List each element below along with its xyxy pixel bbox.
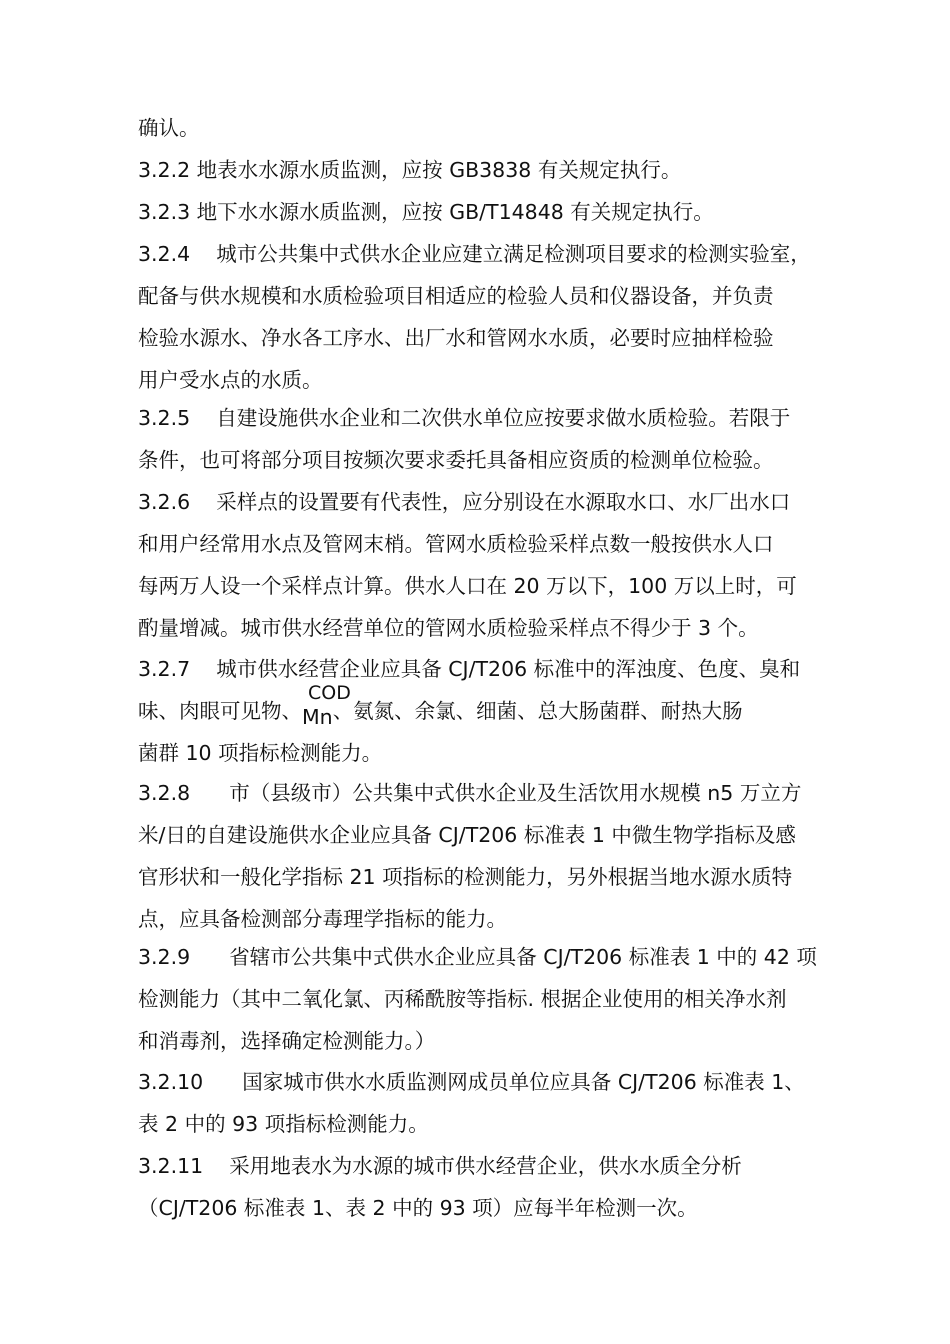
text-line: 3.2.8 市（县级市）公共集中式供水企业及生活饮用水规模 n5 万立方 (138, 781, 802, 805)
text-line: 3.2.9 省辖市公共集中式供水企业应具备 CJ/T206 标准表 1 中的 42 项 (138, 945, 817, 969)
text-line: 3.2.10 国家城市供水水质监测网成员单位应具备 CJ/T206 标准表 1、 (138, 1070, 805, 1094)
text-line: 配备与供水规模和水质检验项目相适应的检验人员和仪器设备，并负责 (138, 284, 774, 308)
text-line: 和消毒剂，选择确定检测能力。） (138, 1029, 436, 1053)
text-line-formula (138, 697, 743, 729)
cod-label: COD (308, 682, 351, 704)
text-line: 菌群 10 项指标检测能力。 (138, 741, 383, 765)
text-line: 检验水源水、净水各工序水、出厂水和管网水水质，必要时应抽样检验 (138, 326, 774, 350)
text-line: 3.2.7 城市供水经营企业应具备 CJ/T206 标准中的浑浊度、色度、臭和 (138, 657, 801, 681)
text-line: 用户受水点的水质。 (138, 368, 323, 392)
text-line: 官形状和一般化学指标 21 项指标的检测能力，另外根据当地水源水质特 (138, 865, 793, 889)
text-line: （CJ/T206 标准表 1、表 2 中的 93 项）应每半年检测一次。 (138, 1196, 698, 1220)
text-line: 3.2.6 采样点的设置要有代表性，应分别设在水源取水口、水厂出水口 (138, 490, 791, 514)
text-line: 表 2 中的 93 项指标检测能力。 (138, 1112, 429, 1136)
text-line: 3.2.4 城市公共集中式供水企业应建立满足检测项目要求的检测实验室， (138, 242, 811, 266)
text-line: 3.2.5 自建设施供水企业和二次供水单位应按要求做水质检验。若限于 (138, 406, 791, 430)
text-line: 米/日的自建设施供水企业应具备 CJ/T206 标准表 1 中微生物学指标及感 (138, 823, 796, 847)
text-line: 3.2.2 地表水水源水质监测，应按 GB3838 有关规定执行。 (138, 158, 682, 182)
text-line: 条件，也可将部分项目按频次要求委托具备相应资质的检测单位检验。 (138, 448, 774, 472)
text-line: 点，应具备检测部分毒理学指标的能力。 (138, 907, 507, 931)
text-line: 检测能力（其中二氧化氯、丙稀酰胺等指标. 根据企业使用的相关净水剂 (138, 987, 787, 1011)
text-segment: 、氨氮、余氯、细菌、总大肠菌群、耐热大肠 (332, 699, 743, 723)
text-line: 每两万人设一个采样点计算。供水人口在 20 万以下，100 万以上时，可 (138, 574, 797, 598)
text-line: 3.2.11 采用地表水为水源的城市供水经营企业，供水水质全分析 (138, 1154, 742, 1178)
text-line: 酌量增减。城市供水经营单位的管网水质检验采样点不得少于 3 个。 (138, 616, 759, 640)
text-line: 确认。 (138, 116, 200, 140)
text-line: 和用户经常用水点及管网末梢。管网水质检验采样点数一般按供水人口 (138, 532, 774, 556)
text-segment: 味、肉眼可见物、 (138, 699, 302, 723)
text-line: 3.2.3 地下水水源水质监测，应按 GB/T14848 有关规定执行。 (138, 200, 714, 224)
mn-subscript: Mn (302, 705, 333, 729)
